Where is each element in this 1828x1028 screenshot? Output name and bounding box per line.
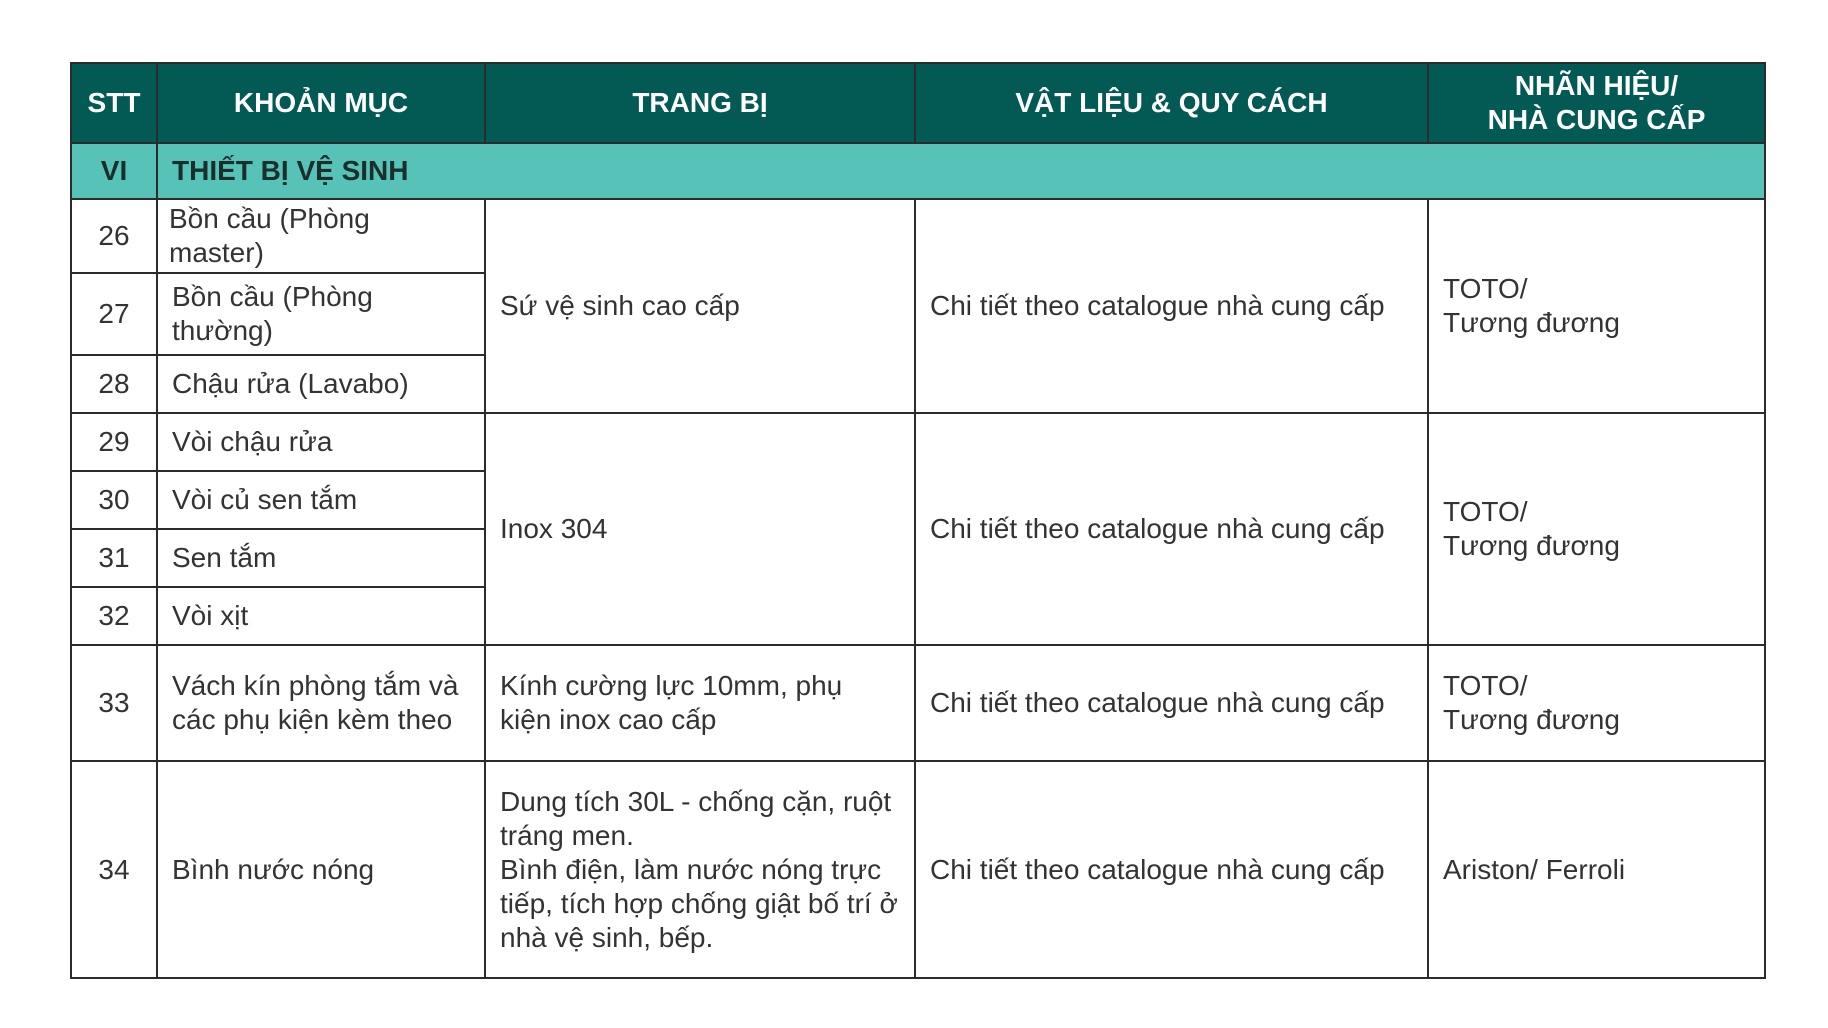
row-brand: Ariston/ Ferroli <box>1428 761 1765 978</box>
row-stt: 27 <box>71 273 157 355</box>
row-stt: 33 <box>71 645 157 761</box>
section-code: VI <box>71 143 157 199</box>
row-material: Chi tiết theo catalogue nhà cung cấp <box>915 761 1428 978</box>
row-item: Vòi chậu rửa <box>157 413 485 471</box>
header-brand: NHÃN HIỆU/ NHÀ CUNG CẤP <box>1428 63 1765 143</box>
row-stt: 32 <box>71 587 157 645</box>
row-item: Vòi xịt <box>157 587 485 645</box>
header-material: VẬT LIỆU & QUY CÁCH <box>915 63 1428 143</box>
row-material: Chi tiết theo catalogue nhà cung cấp <box>915 645 1428 761</box>
row-item: Bồn cầu (Phòng thường) <box>157 273 485 355</box>
row-material: Chi tiết theo catalogue nhà cung cấp <box>915 199 1428 413</box>
row-item: Bình nước nóng <box>157 761 485 978</box>
row-equipment: Inox 304 <box>485 413 915 645</box>
header-equipment: TRANG BỊ <box>485 63 915 143</box>
row-equipment: Sứ vệ sinh cao cấp <box>485 199 915 413</box>
row-brand: TOTO/ Tương đương <box>1428 199 1765 413</box>
table-row <box>71 413 1765 471</box>
row-stt: 26 <box>71 199 157 273</box>
row-equipment: Kính cường lực 10mm, phụ kiện inox cao cấp <box>485 645 915 761</box>
row-equipment: Dung tích 30L - chống cặn, ruột tráng men. Bình điện, làm nước nóng trực tiếp, tích hợp chống giật bố trí ở nhà vệ sinh, bếp. <box>485 761 915 978</box>
table-row <box>71 199 1765 273</box>
table-row <box>71 645 1765 761</box>
row-item: Vách kín phòng tắm và các phụ kiện kèm theo <box>157 645 485 761</box>
section-row <box>71 143 1765 199</box>
row-brand: TOTO/ Tương đương <box>1428 645 1765 761</box>
row-stt: 30 <box>71 471 157 529</box>
header-stt: STT <box>71 63 157 143</box>
row-stt: 31 <box>71 529 157 587</box>
header-row <box>71 63 1765 143</box>
row-item: Vòi củ sen tắm <box>157 471 485 529</box>
row-item: Bồn cầu (Phòng master) <box>157 199 485 273</box>
row-item: Chậu rửa (Lavabo) <box>157 355 485 413</box>
row-material: Chi tiết theo catalogue nhà cung cấp <box>915 413 1428 645</box>
header-item: KHOẢN MỤC <box>157 63 485 143</box>
row-brand: TOTO/ Tương đương <box>1428 413 1765 645</box>
row-item: Sen tắm <box>157 529 485 587</box>
row-stt: 28 <box>71 355 157 413</box>
section-title: THIẾT BỊ VỆ SINH <box>157 143 1765 199</box>
equipment-spec-table <box>70 62 1766 979</box>
row-stt: 34 <box>71 761 157 978</box>
row-stt: 29 <box>71 413 157 471</box>
table-row <box>71 761 1765 978</box>
